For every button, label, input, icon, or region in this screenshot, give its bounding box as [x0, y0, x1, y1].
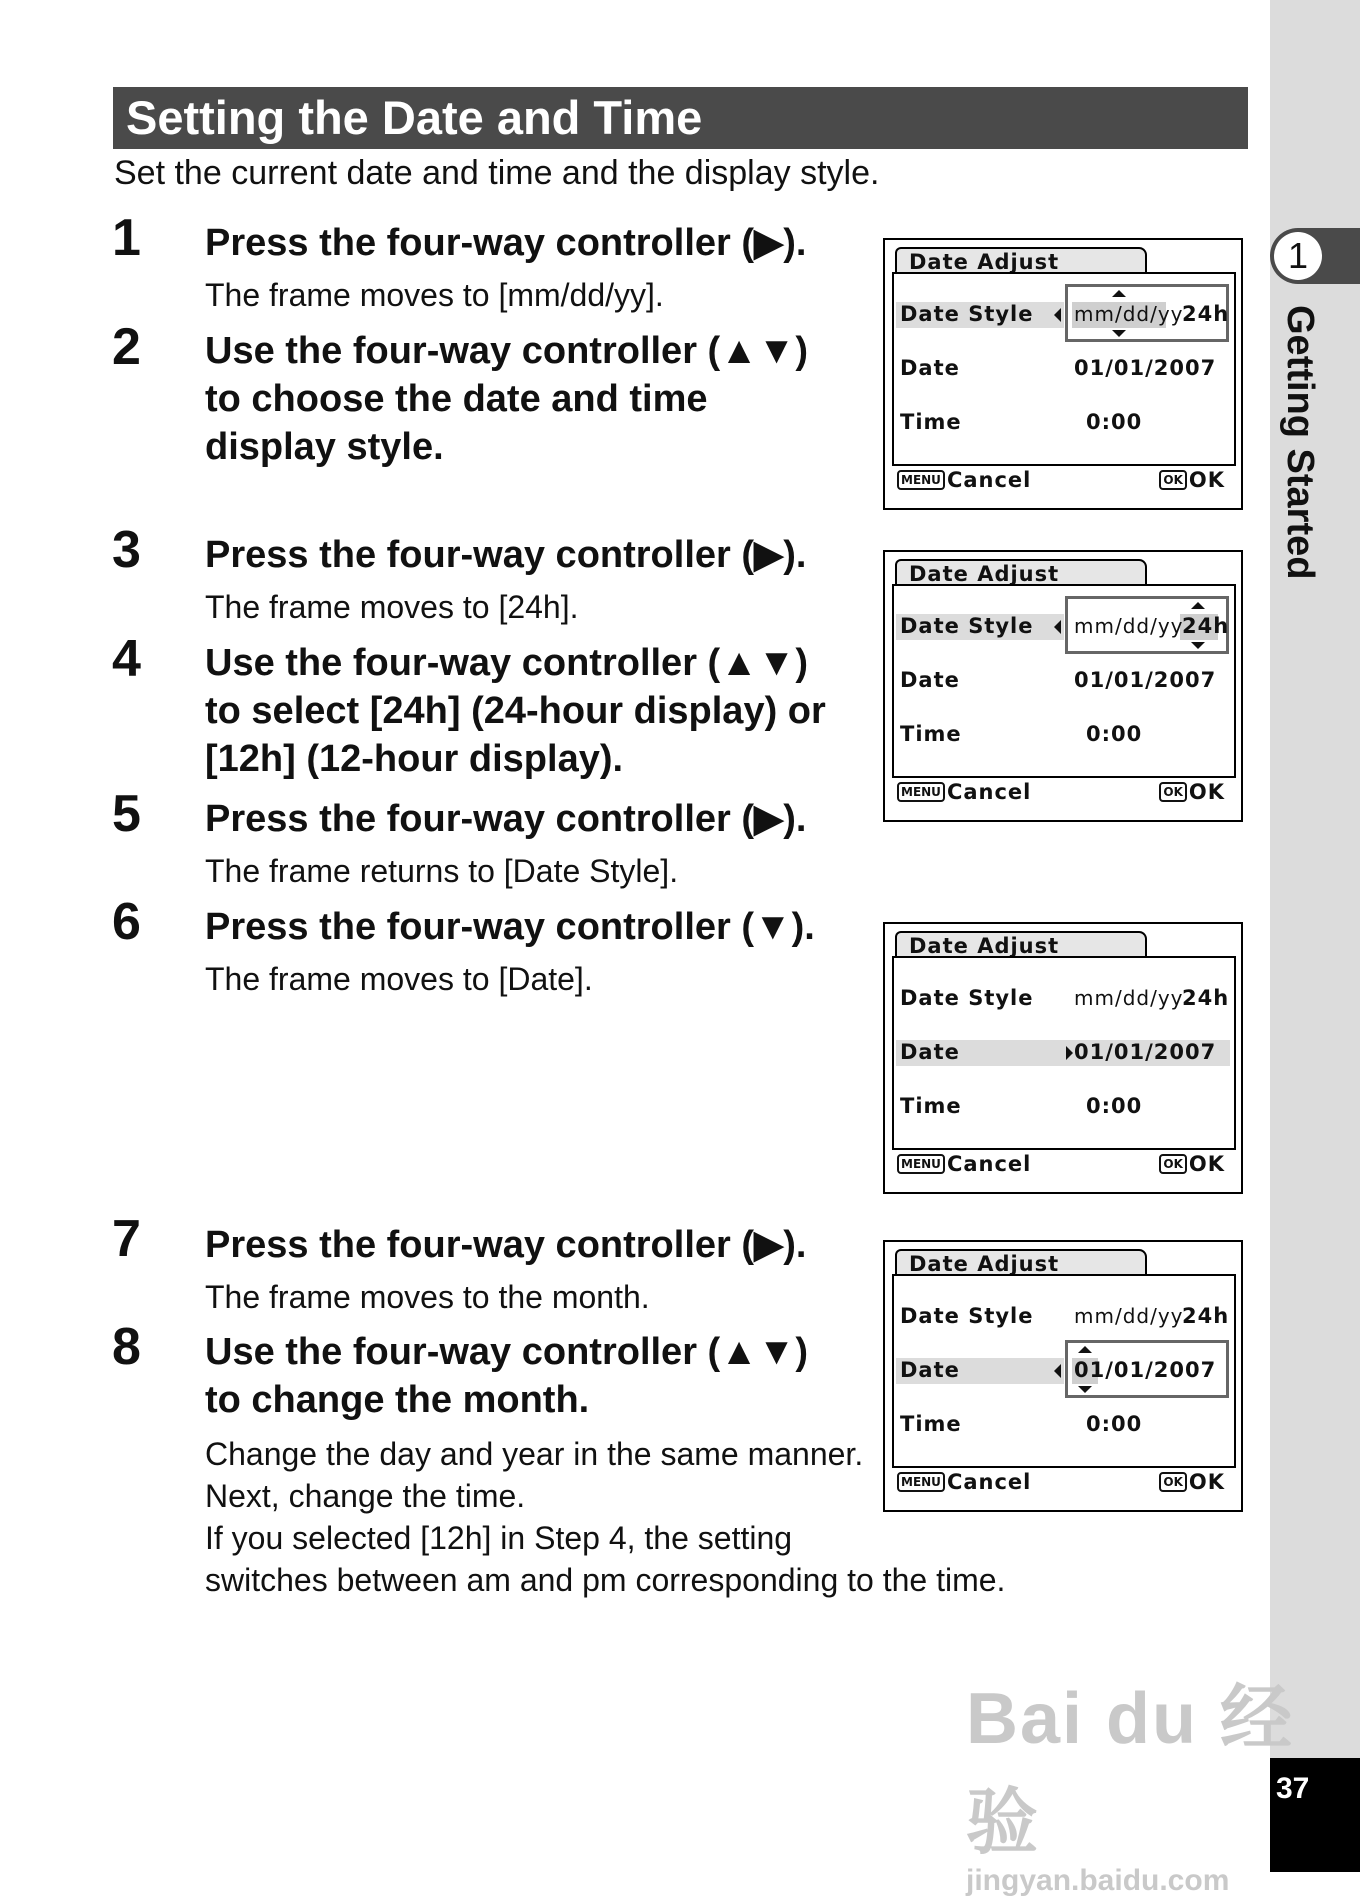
step-3-number: 3 [112, 521, 141, 579]
lcd-body [892, 584, 1236, 778]
menu-key-icon: MENU [897, 470, 945, 490]
lcd-row-time [894, 402, 1234, 442]
step-4-heading-line: [12h] (12-hour display). [205, 738, 624, 780]
intro-text: Set the current date and time and the display style. [114, 154, 880, 192]
menu-key-icon: MENU [897, 782, 945, 802]
hour-value: 24h [1182, 1304, 1230, 1328]
left-arrow-icon [1054, 308, 1061, 322]
step-6-text: The frame moves to [Date]. [205, 961, 593, 997]
lcd-row-date [894, 348, 1234, 388]
left-arrow-icon [1054, 1364, 1061, 1378]
step-4-heading-line: to select [24h] (24-hour display) or [205, 690, 826, 732]
lcd-footer [897, 780, 1231, 810]
lcd-body [892, 956, 1236, 1150]
step-6-number: 6 [112, 893, 141, 951]
step-8-text-line: switches between am and pm corresponding to the time. [205, 1562, 1006, 1598]
ok-label: OK [1188, 1470, 1225, 1494]
lcd-footer [897, 1470, 1231, 1500]
step-4-heading-line: Use the four-way controller (▲▼) [205, 642, 809, 684]
time-label: Time [900, 410, 962, 434]
time-value: 0:00 [1086, 1412, 1143, 1436]
step-4-heading [205, 639, 826, 783]
step-8-text-line: Change the day and year in the same manner. [205, 1436, 864, 1472]
lcd-row-date [894, 660, 1234, 700]
date-value [1074, 1358, 1216, 1382]
day-year-value: /01/2007 [1105, 1358, 1217, 1382]
lcd-screen-date-row [883, 922, 1243, 1194]
step-8-heading-line: Use the four-way controller (▲▼) [205, 1331, 809, 1373]
step-5-number: 5 [112, 785, 141, 843]
step-2-heading [205, 327, 808, 471]
date-style-label: Date Style [900, 302, 1034, 326]
step-5-text: The frame returns to [Date Style]. [205, 853, 679, 889]
step-7-number: 7 [112, 1210, 141, 1268]
style-value: mm/dd/yy [1074, 614, 1184, 638]
chapter-tab [1270, 228, 1360, 284]
step-6-heading: Press the four-way controller (▼). [205, 906, 815, 948]
step-3-heading: Press the four-way controller (▶). [205, 534, 807, 576]
date-style-label: Date Style [900, 1304, 1034, 1328]
step-2-heading-line: display style. [205, 426, 444, 468]
step-2-number: 2 [112, 318, 141, 376]
date-value: 01/01/2007 [1074, 356, 1217, 380]
step-2-heading-line: Use the four-way controller (▲▼) [205, 330, 809, 372]
style-value: mm/dd/yy [1074, 302, 1184, 326]
step-4-number: 4 [112, 630, 141, 688]
style-value: mm/dd/yy [1074, 986, 1184, 1010]
step-8-heading [205, 1328, 808, 1424]
lcd-screen-hour-style [883, 550, 1243, 822]
lcd-row-date [894, 1350, 1234, 1390]
watermark-url: jingyan.baidu.com [966, 1864, 1230, 1897]
lcd-tab: Date Adjust [895, 931, 1147, 957]
time-value: 0:00 [1086, 722, 1143, 746]
ok-key-icon: OK [1159, 1472, 1187, 1492]
menu-key-icon: MENU [897, 1154, 945, 1174]
ok-control [1159, 1470, 1225, 1494]
step-1-heading: Press the four-way controller (▶). [205, 222, 807, 264]
ok-control [1159, 1152, 1225, 1176]
ok-label: OK [1188, 1152, 1225, 1176]
date-label: Date [900, 1358, 960, 1382]
style-value: mm/dd/yy [1074, 1304, 1184, 1328]
hour-value: 24h [1182, 614, 1230, 638]
watermark-logo: Bai du 经验 [966, 1679, 1295, 1863]
lcd-footer [897, 468, 1231, 498]
lcd-body [892, 1274, 1236, 1468]
menu-key-icon: MENU [897, 1472, 945, 1492]
lcd-row-date [894, 1032, 1234, 1072]
date-label: Date [900, 356, 960, 380]
lcd-tab: Date Adjust [895, 247, 1147, 273]
cancel-label: Cancel [946, 780, 1032, 804]
time-label: Time [900, 1094, 962, 1118]
time-value: 0:00 [1086, 410, 1143, 434]
step-8-number: 8 [112, 1318, 141, 1376]
down-arrow-icon [1112, 330, 1126, 337]
step-8-text-line: Next, change the time. [205, 1478, 526, 1514]
step-7-text: The frame moves to the month. [205, 1279, 650, 1315]
date-label: Date [900, 668, 960, 692]
step-8-text-line: If you selected [12h] in Step 4, the setting [205, 1520, 793, 1556]
chapter-number: 1 [1274, 232, 1322, 280]
ok-label: OK [1188, 780, 1225, 804]
watermark [966, 1660, 1360, 1898]
date-style-label: Date Style [900, 614, 1034, 638]
lcd-row-date-style [894, 978, 1234, 1018]
section-title-bar [113, 87, 1248, 149]
ok-control [1159, 780, 1225, 804]
month-value: 01 [1074, 1358, 1106, 1382]
step-8-heading-line: to change the month. [205, 1379, 590, 1421]
up-arrow-icon [1112, 290, 1126, 297]
chapter-title: Getting Started [1279, 305, 1321, 580]
page-title: Setting the Date and Time [126, 91, 703, 144]
left-arrow-icon [1054, 620, 1061, 634]
lcd-body [892, 272, 1236, 466]
time-label: Time [900, 722, 962, 746]
hour-value: 24h [1182, 986, 1230, 1010]
lcd-tab: Date Adjust [895, 1249, 1147, 1275]
right-arrow-icon [1066, 1046, 1073, 1060]
date-value: 01/01/2007 [1074, 668, 1217, 692]
step-1-number: 1 [112, 209, 141, 267]
ok-key-icon: OK [1159, 782, 1187, 802]
down-arrow-icon [1078, 1386, 1092, 1393]
page-number: 37 [1276, 1772, 1310, 1805]
ok-control [1159, 468, 1225, 492]
date-label: Date [900, 1040, 960, 1064]
hour-value: 24h [1182, 302, 1230, 326]
lcd-row-date-style [894, 606, 1234, 646]
step-2-heading-line: to choose the date and time [205, 378, 708, 420]
ok-key-icon: OK [1159, 1154, 1187, 1174]
up-arrow-icon [1191, 602, 1205, 609]
cancel-label: Cancel [946, 468, 1032, 492]
lcd-screen-month [883, 1240, 1243, 1512]
time-value: 0:00 [1086, 1094, 1143, 1118]
lcd-row-time [894, 714, 1234, 754]
lcd-row-date-style [894, 1296, 1234, 1336]
up-arrow-icon [1078, 1346, 1092, 1353]
down-arrow-icon [1191, 642, 1205, 649]
time-label: Time [900, 1412, 962, 1436]
date-style-label: Date Style [900, 986, 1034, 1010]
step-7-heading: Press the four-way controller (▶). [205, 1224, 807, 1266]
lcd-row-time [894, 1404, 1234, 1444]
lcd-row-date-style [894, 294, 1234, 334]
cancel-label: Cancel [946, 1470, 1032, 1494]
step-3-text: The frame moves to [24h]. [205, 589, 579, 625]
lcd-screen-date-style [883, 238, 1243, 510]
lcd-footer [897, 1152, 1231, 1182]
cancel-label: Cancel [946, 1152, 1032, 1176]
lcd-tab: Date Adjust [895, 559, 1147, 585]
step-1-text: The frame moves to [mm/dd/yy]. [205, 277, 664, 313]
lcd-row-time [894, 1086, 1234, 1126]
step-5-heading: Press the four-way controller (▶). [205, 798, 807, 840]
ok-key-icon: OK [1159, 470, 1187, 490]
date-value: 01/01/2007 [1074, 1040, 1217, 1064]
ok-label: OK [1188, 468, 1225, 492]
